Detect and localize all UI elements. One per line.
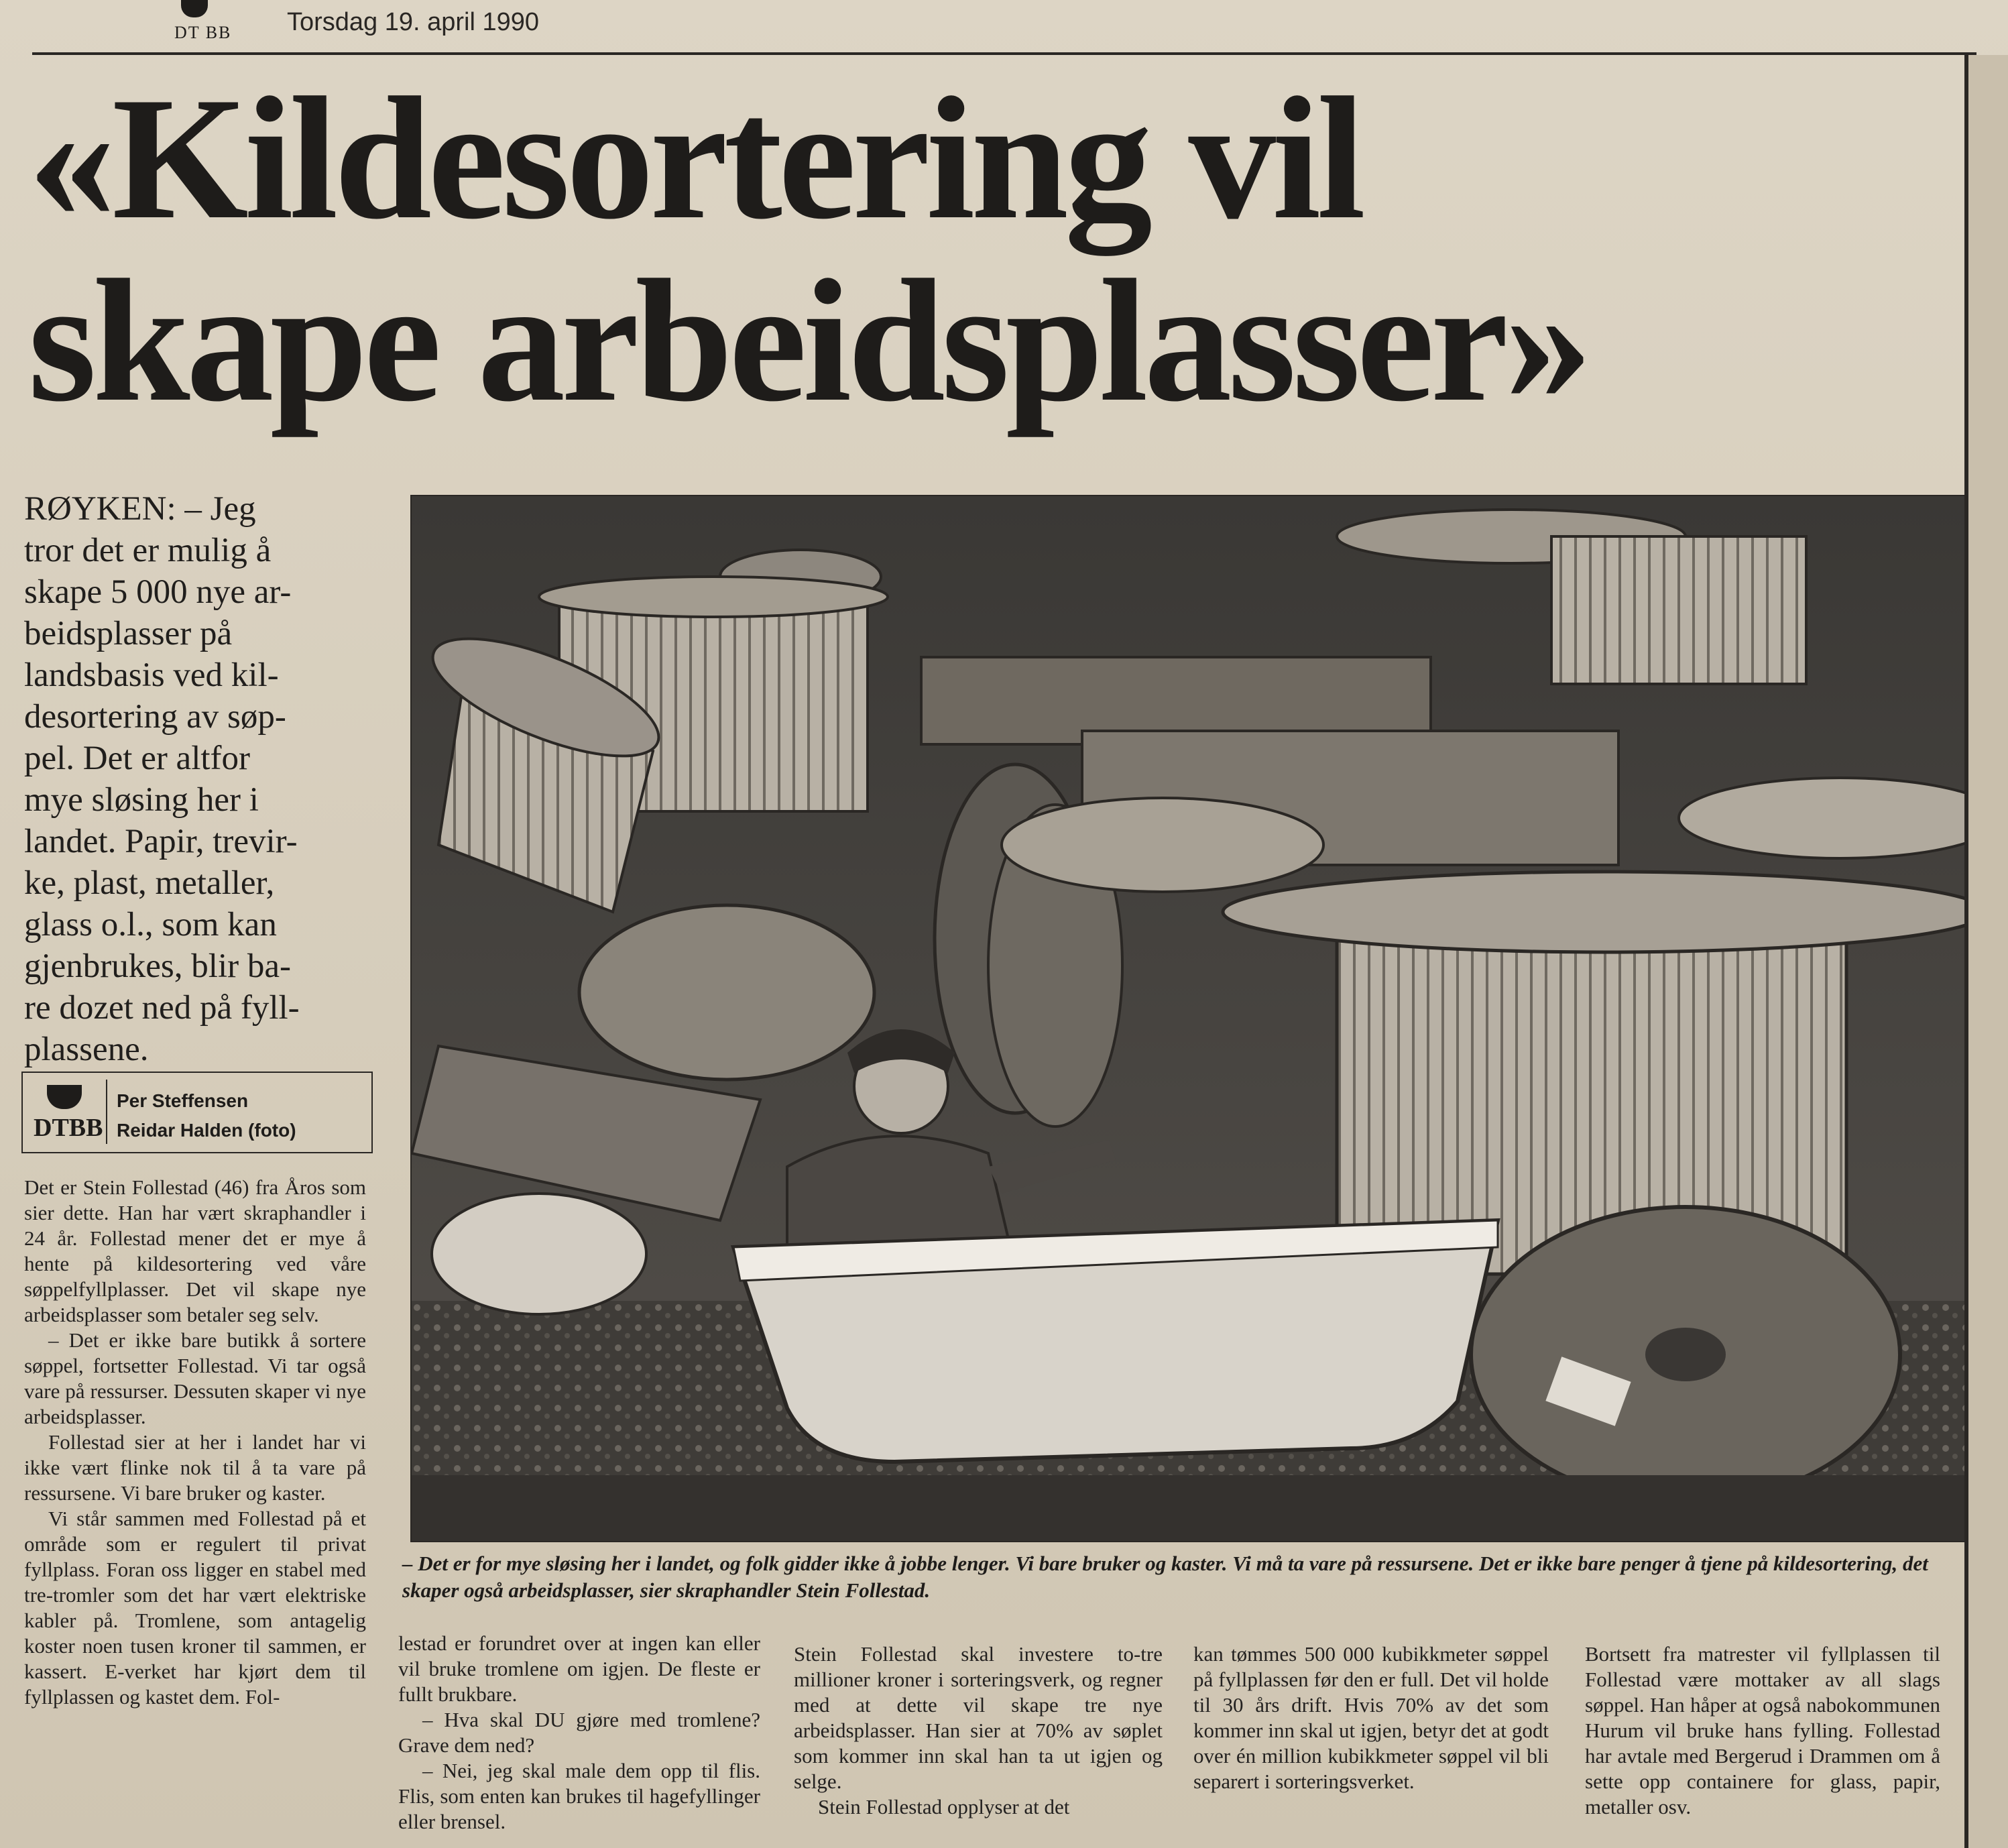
headline-line-1: «Kildesortering vil [28, 61, 1362, 255]
lead-line: skape 5 000 nye ar- [24, 573, 292, 611]
lead-line: re dozet ned på fyll- [24, 989, 300, 1027]
article-paragraph: Vi står sammen med Follestad på et område som er regulert til privat fyllplass. Foran oss ligger en stabel med tre-tromler som det har vært elektriske kabler på. Tromlene, som antagelig koster noen tusen kroner til sammen, er kassert. E-verket har kjørt dem til fyllplassen og kastet dem. Fol- [24, 1507, 366, 1709]
masthead [0, 0, 2008, 55]
byline-logo-text: DTBB [34, 1114, 103, 1142]
lead-line: gjenbrukes, blir ba- [24, 947, 291, 985]
adjacent-page-edge [1968, 55, 2008, 1848]
byline-names [117, 1086, 296, 1145]
byline-photographer: Reidar Halden (foto) [117, 1120, 296, 1141]
byline-box [21, 1072, 373, 1153]
article-paragraph: lestad er forundret over at ingen kan eller vil bruke tromlene om igjen. De fleste er fullt brukbare. [398, 1631, 760, 1706]
masthead-rule [32, 52, 1976, 55]
article-paragraph: – Det er ikke bare butikk å sortere søppel, fortsetter Follestad. Vi tar også vare på ressurser. Dessuten skaper vi nye arbeidsplasser. [24, 1328, 366, 1428]
lead-line: pel. Det er altfor [24, 740, 251, 777]
byline-logo-mark-icon [47, 1085, 82, 1109]
article-paragraph: Det er Stein Follestad (46) fra Åros som sier dette. Han har vært skraphandler i 24 år. Follestad mener det er mye å hente på kildesortering ved våre søppelfyllplasser. Det vil skape nye arbeidsplasser som betaler seg selv. [24, 1175, 366, 1326]
article-paragraph: Stein Follestad opplyser at det [818, 1795, 1070, 1818]
lead-line: RØYKEN: – Jeg [24, 490, 256, 528]
article-paragraph: Follestad sier at her i landet har vi ikke vært flinke nok til å ta vare på ressursene. Vi bare bruker og kaster. [24, 1430, 366, 1505]
article-paragraph: kan tømmes 500 000 kubikkmeter søppel på fyllplassen før den er full. Det vil holde til 30 års drift. Hvis 70% av det som kommer inn skal ut igjen, betyr det at godt over én million kubikkmeter søppel vil bli separert i sorteringsverket. [1193, 1642, 1549, 1793]
article-column-4 [1193, 1641, 1549, 1794]
lead-line: beidsplasser på [24, 615, 233, 652]
article-photo [410, 495, 1966, 1542]
article-paragraph: Stein Follestad skal investere to-tre millioner kroner i sorteringsverk, og regner med at dette vil skape tre nye arbeidsplasser. Han sier at 70% av søplet som kommer inn skal han ta ut igjen og selge. [794, 1642, 1163, 1793]
newspaper-logo [166, 0, 240, 44]
article-column-1 [24, 1175, 366, 1710]
article-paragraph: – Hva skal DU gjøre med tromlene? Grave dem ned? [398, 1708, 760, 1757]
article-column-2 [398, 1631, 760, 1835]
lead-line: desortering av søp- [24, 698, 286, 736]
lead-line: landet. Papir, trevir- [24, 823, 298, 860]
article-paragraph: Bortsett fra matrester vil fyllplassen til Follestad være mottaker av all slags søppel. Han håper at også nabokommunen Hurum vil bruke hans fylling. Follestad har avtale med Bergerud i Drammen om å sette opp containere for glass, papir, metaller osv. [1585, 1642, 1940, 1818]
article-column-3 [794, 1641, 1163, 1820]
article-paragraph: – Nei, jeg skal male dem opp til flis. Flis, som enten kan brukes til hagefyllinger eller brensel. [398, 1759, 760, 1833]
byline-reporter: Per Steffensen [117, 1090, 249, 1111]
lead-line: ke, plast, metaller, [24, 864, 275, 902]
logo-text: DT BB [174, 23, 232, 42]
dateline: Torsdag 19. april 1990 [287, 8, 540, 36]
headline [28, 61, 1946, 438]
logo-mark-icon [181, 0, 208, 17]
lead-line: glass o.l., som kan [24, 906, 277, 943]
lead-line: mye sløsing her i [24, 781, 259, 819]
scrapyard-photo-icon [412, 496, 1964, 1541]
lead-line: tror det er mulig å [24, 532, 272, 569]
headline-line-2: skape arbeidsplasser» [28, 243, 1588, 438]
photo-caption: – Det er for mye sløsing her i landet, og folk gidder ikke å jobbe lenger. Vi bare bruker og kaster. Vi må ta vare på ressursene. Det er ikke bare penger å tjene på kildesortering, det skaper også arbeidsplasser, sier skraphandler Stein Follestad. [402, 1552, 1928, 1602]
lead-paragraph [24, 488, 413, 1070]
article-column-5 [1585, 1641, 1940, 1820]
lead-line: plassene. [24, 1031, 149, 1068]
lead-line: landsbasis ved kil- [24, 656, 279, 694]
byline-logo [27, 1080, 107, 1144]
